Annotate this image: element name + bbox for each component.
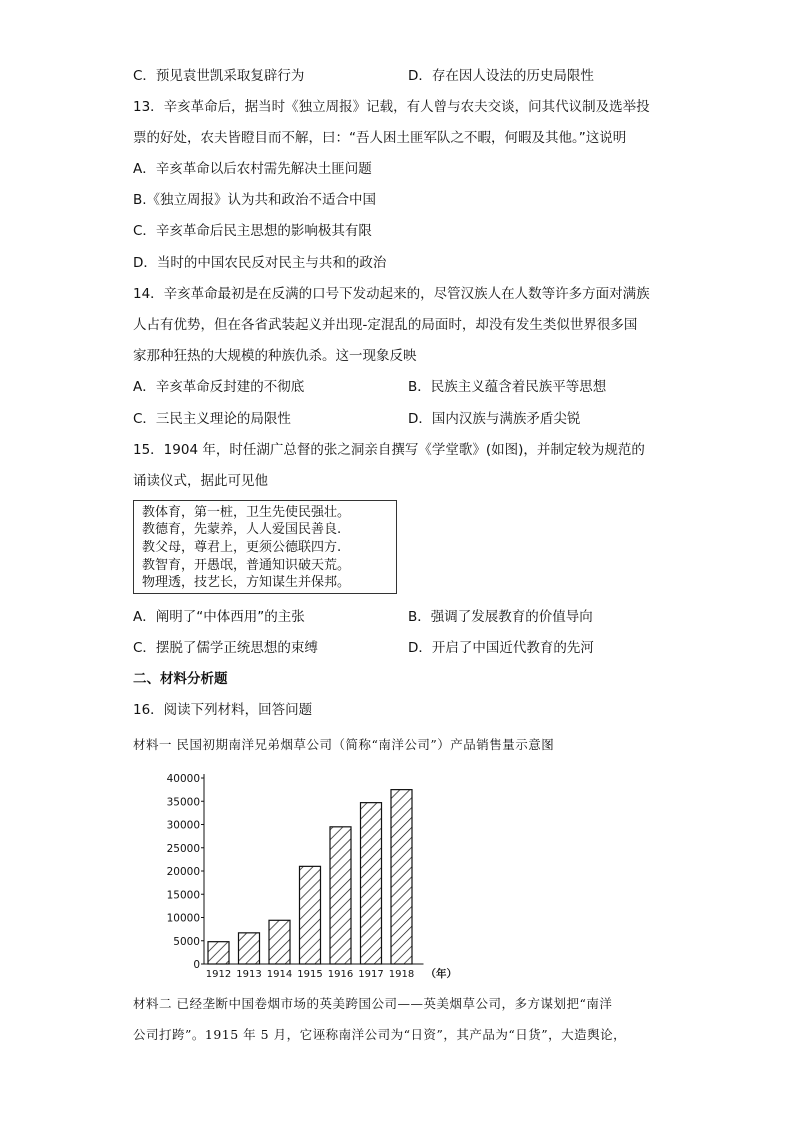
- q15-option-b: B．强调了发展教育的价值导向: [408, 609, 593, 625]
- poem-line: 教体育，第一桩，卫生先使民强壮。: [142, 505, 351, 520]
- q13-option-a: A．辛亥革命以后农村需先解决土匪问题: [133, 161, 372, 177]
- y-tick-label: 20000: [166, 866, 200, 878]
- bar: [269, 920, 290, 964]
- x-tick-label: 1912: [205, 969, 232, 980]
- q15-option-d: D．开启了中国近代教育的先河: [408, 640, 594, 656]
- q14-stem-line3: 家那种狂热的大规模的种族仇杀。这一现象反映: [133, 348, 417, 364]
- q13-option-c: C．辛亥革命后民主思想的影响极其有限: [133, 223, 372, 239]
- y-tick-label: 35000: [166, 796, 200, 809]
- bar: [239, 933, 260, 964]
- poem-line: 教智育，开愚氓，普通知识破天荒。: [142, 558, 351, 573]
- y-tick-label: 40000: [166, 773, 200, 785]
- q13-stem-line2: 票的好处，农夫皆瞪目而不解，曰：“吾人困土匪军队之不暇，何暇及其他。”这说明: [133, 130, 627, 146]
- section-heading: 二、材料分析题: [133, 671, 228, 687]
- bar: [361, 803, 382, 964]
- x-tick-label: 1916: [327, 969, 354, 980]
- q15-option-a: A．阐明了“中体西用”的主张: [133, 609, 305, 625]
- material-two-line1: 材料二 已经垄断中国卷烟市场的英美跨国公司——英美烟草公司，多方谋划把“南洋: [133, 996, 613, 1011]
- q15-option-c: C．摆脱了儒学正统思想的束缚: [133, 640, 318, 656]
- bar: [330, 827, 351, 964]
- q14-stem-line1: 14．辛亥革命最初是在反满的口号下发动起来的，尽管汉族人在人数等许多方面对满族: [133, 286, 650, 302]
- material-one-caption: 材料一 民国初期南洋兄弟烟草公司（简称“南洋公司”）产品销售量示意图: [133, 737, 555, 752]
- school-song-box: [133, 500, 397, 594]
- q12-option-c: C．预见袁世凯采取复辟行为: [133, 68, 305, 84]
- y-tick-label: 15000: [166, 889, 200, 902]
- x-tick-label: 1913: [236, 969, 262, 980]
- q14-option-a: A．辛亥革命反封建的不彻底: [133, 379, 305, 395]
- y-tick-label: 25000: [166, 842, 200, 855]
- x-tick-label: 1917: [358, 969, 384, 980]
- sales-bar-chart: [140, 762, 470, 982]
- q15-stem-line1: 15．1904 年，时任湖广总督的张之洞亲自撰写《学堂歌》(如图)，并制定较为规范的: [133, 442, 645, 458]
- q16-stem: 16．阅读下列材料，回答问题: [133, 702, 313, 718]
- x-tick-label: 1914: [266, 969, 293, 980]
- poem-line: 教父母，尊君上，更须公德联四方.: [142, 540, 342, 555]
- y-tick-label: 10000: [166, 912, 200, 925]
- q14-option-b: B．民族主义蕴含着民族平等思想: [408, 379, 607, 395]
- bar: [391, 790, 412, 964]
- bar: [208, 942, 229, 964]
- q15-stem-line2: 诵读仪式，据此可见他: [133, 473, 268, 489]
- q14-stem-line2: 人占有优势，但在各省武装起义并出现-定混乱的局面时，却没有发生类似世界很多国: [133, 317, 638, 333]
- material-two-line2: 公司打跨”。1915 年 5 月，它诬称南洋公司为“日资”，其产品为“日货”，大造舆论，: [133, 1027, 627, 1042]
- q13-option-b: B.《独立周报》认为共和政治不适合中国: [133, 192, 377, 208]
- q13-stem-line1: 13．辛亥革命后，据当时《独立周报》记载，有人曾与农夫交谈，问其代议制及选举投: [133, 99, 650, 115]
- poem-line: 物理透，技艺长，方知谋生并保邦。: [142, 575, 351, 590]
- y-tick-label: 5000: [173, 935, 200, 948]
- x-tick-label: 1915: [297, 969, 323, 980]
- x-tick-label: 1918: [388, 969, 415, 980]
- poem-line: 教德育，先蒙养，人人爱国民善良.: [142, 522, 342, 537]
- y-tick-label: 30000: [166, 819, 200, 832]
- q12-option-d: D．存在因人设法的历史局限性: [408, 68, 594, 84]
- q14-option-d: D．国内汉族与满族矛盾尖锐: [408, 411, 581, 427]
- x-axis-label: （年）: [425, 968, 457, 980]
- q13-option-d: D．当时的中国农民反对民主与共和的政治: [133, 255, 387, 271]
- q14-option-c: C．三民主义理论的局限性: [133, 411, 291, 427]
- bar: [300, 866, 321, 964]
- y-tick-label: 0: [193, 959, 200, 971]
